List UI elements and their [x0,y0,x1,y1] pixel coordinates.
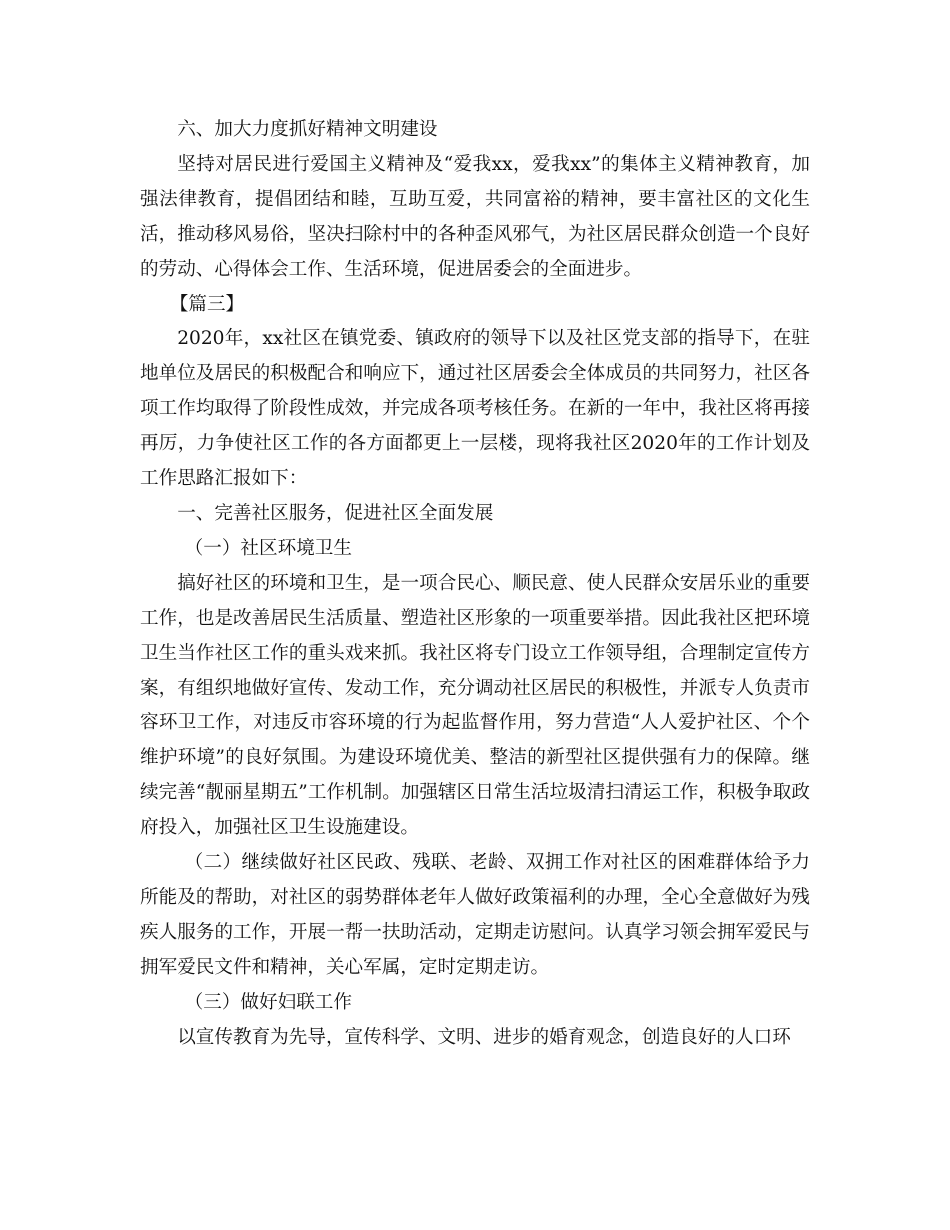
section-heading-six: 六、加大力度抓好精神文明建设 [177,119,438,140]
part-heading-three: 【篇三】 [169,293,245,315]
paragraph-civil-affairs: （二）继续做好社区民政、残联、老龄、双拥工作对社区的困难群体给予力所能及的帮助，对社区的弱势群体老年人做好政策福利的办理，全心全意做好为残疾人服务的工作，开展一帮一扶助活动，定期走访慰问。认真学习领会拥军爱民与拥军爱民文件和精神，关心军属，定时定期走访。 [140,852,810,978]
paragraph-intro-2020: 2020年，xx社区在镇党委、镇政府的领导下以及社区党支部的指导下，在驻地单位及居民的积极配合和响应下，通过社区居委会全体成员的共同努力，社区各项工作均取得了阶段性成效，并完成各项考核任务。在新的一年中，我社区将再接再厉，力争使社区工作的各方面都更上一层楼，现将我社区2020年的工作计划及工作思路汇报如下： [140,328,810,490]
section-heading-one: 一、完善社区服务，促进社区全面发展 [177,502,494,524]
document-body [140,113,810,1055]
subheading-environment: （一）社区环境卫生 [184,537,352,559]
paragraph-spiritual-civilization: 坚持对居民进行爱国主义精神及“爱我xx，爱我xx”的集体主义精神教育，加强法律教育，提倡团结和睦，互助互爱，共同富裕的精神，要丰富社区的文化生活，推动移风易俗，坚决扫除村中的各种歪风邪气，为社区居民群众创造一个良好的劳动、心得体会工作、生活环境，促进居委会的全面进步。 [140,153,810,280]
paragraph-womens-federation: 以宣传教育为先导，宣传科学、文明、进步的婚育观念，创造良好的人口环 [177,1026,791,1048]
paragraph-environment: 搞好社区的环境和卫生，是一项合民心、顺民意、使人民群众安居乐业的重要工作，也是改善居民生活质量、塑造社区形象的一项重要举措。因此我社区把环境卫生当作社区工作的重头戏来抓。我社区将专门设立工作领导组，合理制定宣传方案，有组织地做好宣传、发动工作，充分调动社区居民的积极性，并派专人负责市容环卫工作，对违反市容环境的行为起监督作用，努力营造“人人爱护社区、个个维护环境”的良好氛围。为建设环境优美、整洁的新型社区提供强有力的保障。继续完善“靓丽星期五”工作机制。加强辖区日常生活垃圾清扫清运工作，积极争取政府投入，加强社区卫生设施建设。 [140,572,810,839]
subheading-womens-federation: （三）做好妇联工作 [184,991,352,1013]
